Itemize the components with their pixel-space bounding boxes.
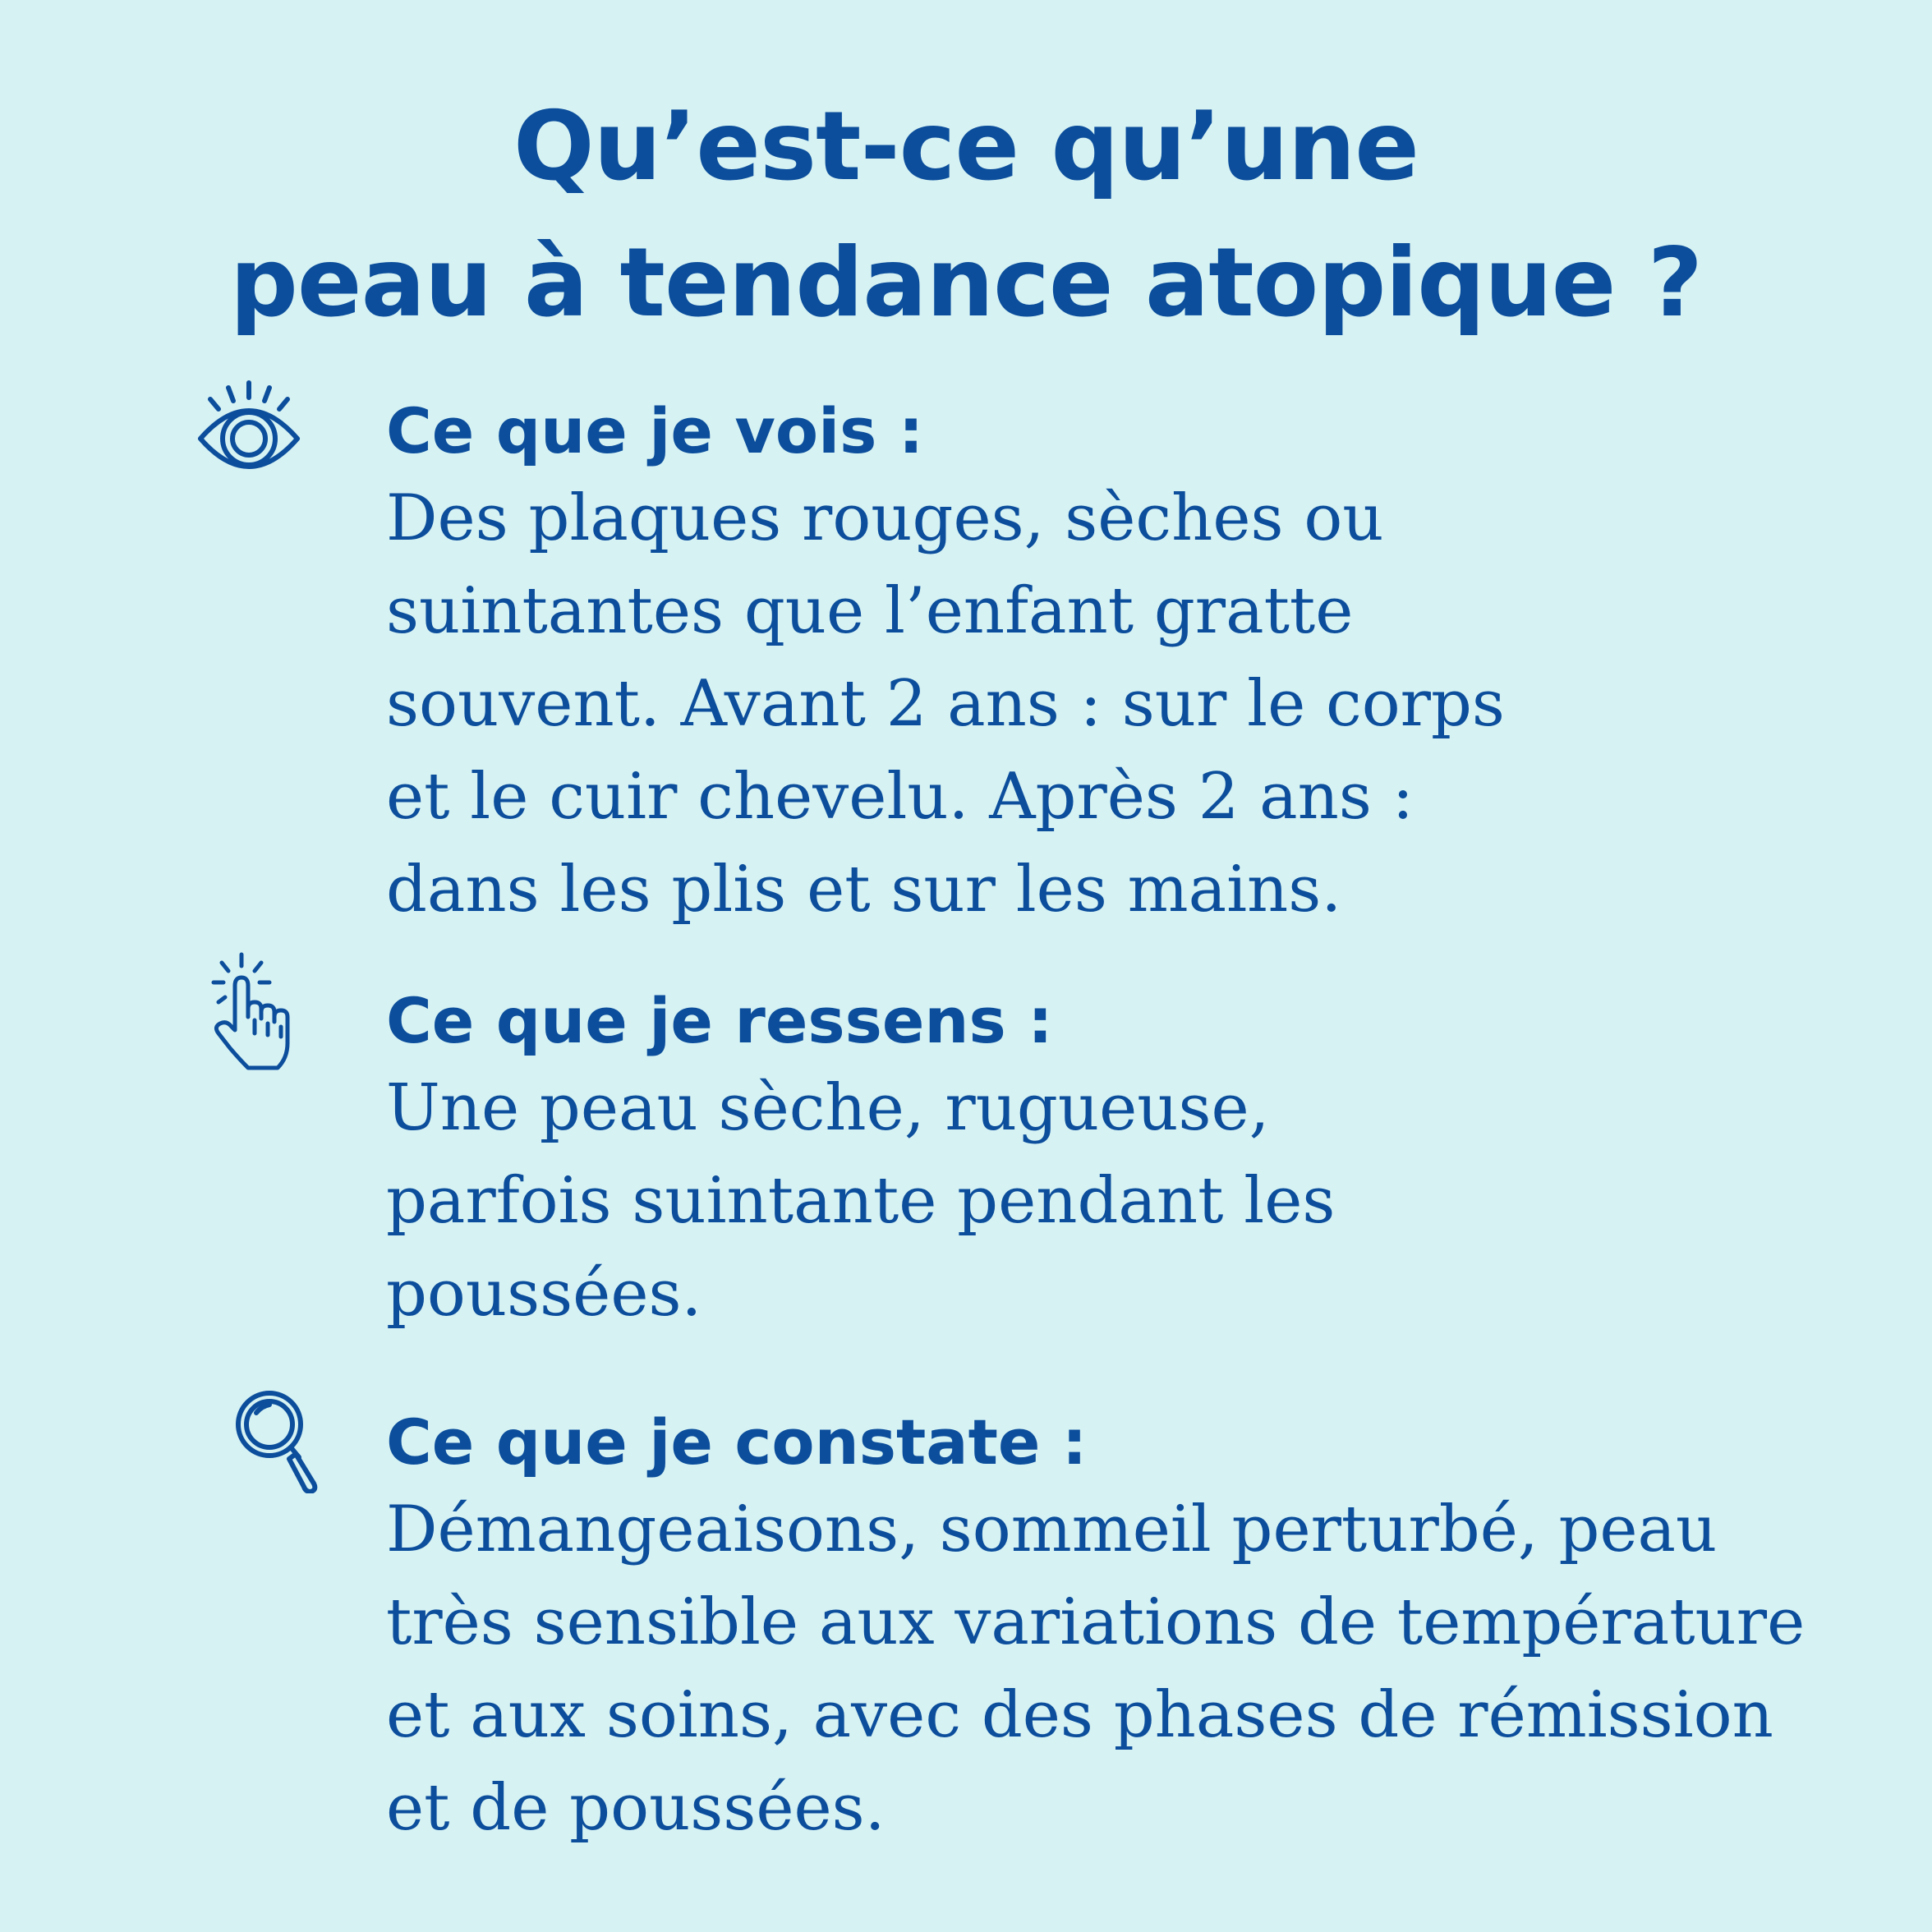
section-heading-ressens: Ce que je ressens : xyxy=(386,984,1053,1057)
section-constate xyxy=(386,1401,1881,1855)
title-line-2: peau à tendance atopique ? xyxy=(229,228,1703,338)
section-text-vois xyxy=(386,472,1881,936)
page-title xyxy=(0,79,1932,352)
pointing-hand-icon xyxy=(207,951,302,1074)
text-line: Démangeaisons, sommeil perturbé, peau xyxy=(386,1493,1718,1566)
text-line: dans les plis et sur les mains. xyxy=(386,853,1342,927)
text-line: et de poussées. xyxy=(386,1771,886,1845)
eye-icon xyxy=(196,380,302,476)
section-text-ressens xyxy=(386,1062,1881,1341)
section-text-constate xyxy=(386,1484,1881,1855)
magnifier-icon xyxy=(233,1388,325,1493)
section-ressens xyxy=(386,980,1881,1341)
text-line: et le cuir chevelu. Après 2 ans : xyxy=(386,760,1414,834)
text-line: très sensible aux variations de température xyxy=(386,1585,1806,1659)
section-vois xyxy=(386,390,1881,936)
text-line: et aux soins, avec des phases de rémission xyxy=(386,1678,1773,1752)
section-heading-constate: Ce que je constate : xyxy=(386,1405,1088,1479)
section-heading-vois: Ce que je vois : xyxy=(386,394,924,467)
text-line: suintantes que l’enfant gratte xyxy=(386,574,1354,648)
text-line: poussées. xyxy=(386,1257,702,1331)
text-line: parfois suintante pendant les xyxy=(386,1164,1336,1238)
text-line: souvent. Avant 2 ans : sur le corps xyxy=(386,667,1505,741)
text-line: Des plaques rouges, sèches ou xyxy=(386,481,1384,555)
title-line-1: Qu’est-ce qu’une xyxy=(513,91,1419,202)
text-line: Une peau sèche, rugueuse, xyxy=(386,1071,1270,1145)
